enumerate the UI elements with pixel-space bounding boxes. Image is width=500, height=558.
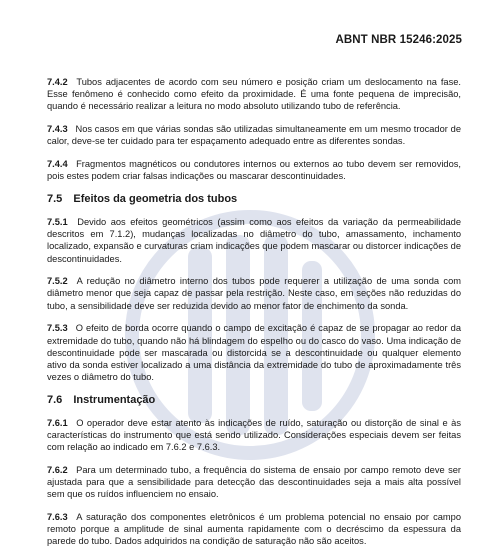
- clause-number: 7.5.3: [47, 323, 68, 334]
- clause-text: A redução no diâmetro interno dos tubos pode requerer a utilização de uma sonda com diâmetro menor que seja capaz de passar pela restrição. Neste caso, em seções não reduzidas do tubo, a sensibilidade deve ser reduzida devido ao menor fator de enchimento da sonda.: [47, 276, 461, 311]
- section-heading: [47, 394, 461, 407]
- paragraph: [47, 464, 461, 501]
- section-title: Efeitos da geometria dos tubos: [73, 192, 238, 205]
- clause-text: O operador deve estar atento às indicações de ruído, saturação ou distorção de sinal e às características do instrumento que está sendo utilizado. Considerações especiais devem ser feitas com relação ao indicado em 7.6.2 e 7.6.3.: [47, 417, 461, 453]
- paragraph: [47, 275, 461, 312]
- paragraph: [47, 158, 461, 182]
- clause-number: 7.6.1: [47, 417, 68, 428]
- section-number: 7.5: [47, 192, 63, 205]
- clause-text: Fragmentos magnéticos ou condutores internos ou externos ao tubo devem ser removidos, pois estes podem criar falsas indicações ou mascarar descontinuidades.: [47, 159, 461, 182]
- clause-text: Devido aos efeitos geométricos (assim como aos efeitos da variação da permeabilidade descritos em 7.1.2), mudanças localizadas no diâmetro do tubo, amassamento, inchamento localizado, expansão e curvaturas criam indicações que podem mascarar ou distorcer indicações de descontinuidades.: [47, 216, 461, 264]
- clause-number: 7.4.3: [47, 124, 68, 135]
- section-number: 7.6: [47, 393, 63, 406]
- section-title: Instrumentação: [73, 393, 156, 406]
- clause-number: 7.4.2: [47, 77, 68, 87]
- paragraph: [47, 511, 461, 548]
- paragraph: [47, 76, 461, 113]
- clause-text: Para um determinado tubo, a frequência do sistema de ensaio por campo remoto deve ser ajustada para que a sensibilidade para detecção das descontinuidades seja a mais alta possível sem que os ruídos influenciem no ensaio.: [47, 464, 461, 500]
- clause-text: A saturação dos componentes eletrônicos é um problema potencial no ensaio por campo remoto porque a amplitude de sinal aumenta rapidamente com o decréscimo da espessura da parede do tubo. Dados adquiridos na condição de saturação não são aceitos.: [47, 512, 461, 547]
- clause-number: 7.5.2: [47, 276, 68, 287]
- paragraph: [47, 216, 461, 265]
- section-heading: [47, 193, 461, 206]
- clause-text: Tubos adjacentes de acordo com seu número e posição criam um deslocamento na fase. Esse fenômeno é conhecido como efeito da proximidade. É uma fonte pequena de imprecisão, quando é necessário realizar a leitura no modo absoluto utilizando tubo de referência.: [47, 77, 461, 112]
- paragraph: [47, 322, 461, 383]
- paragraph: [47, 123, 461, 147]
- document-body: [47, 76, 461, 558]
- clause-text: Nos casos em que várias sondas são utilizadas simultaneamente em um mesmo trocador de calor, deve-se ter cuidado para ter espaçamento adequado entre as diferentes sondas.: [47, 124, 461, 147]
- clause-number: 7.4.4: [47, 159, 68, 170]
- clause-number: 7.6.2: [47, 464, 68, 475]
- standard-code-header: ABNT NBR 15246:2025: [335, 34, 462, 46]
- clause-text: O efeito de borda ocorre quando o campo de excitação é capaz de se propagar ao redor da extremidade do tubo, quando não há blindagem do espelho ou do casco do vaso. Uma indicação de descontinuidade pode ser mascarada ou distorcida se a descontinuidade ou qualquer elemento ativo da sonda estiver localizado a uma distância da extremidade do tubo de aproximadamente três vezes o diâmetro do tubo.: [47, 323, 461, 383]
- clause-number: 7.6.3: [47, 512, 68, 523]
- paragraph: [47, 417, 461, 454]
- clause-number: 7.5.1: [47, 216, 68, 227]
